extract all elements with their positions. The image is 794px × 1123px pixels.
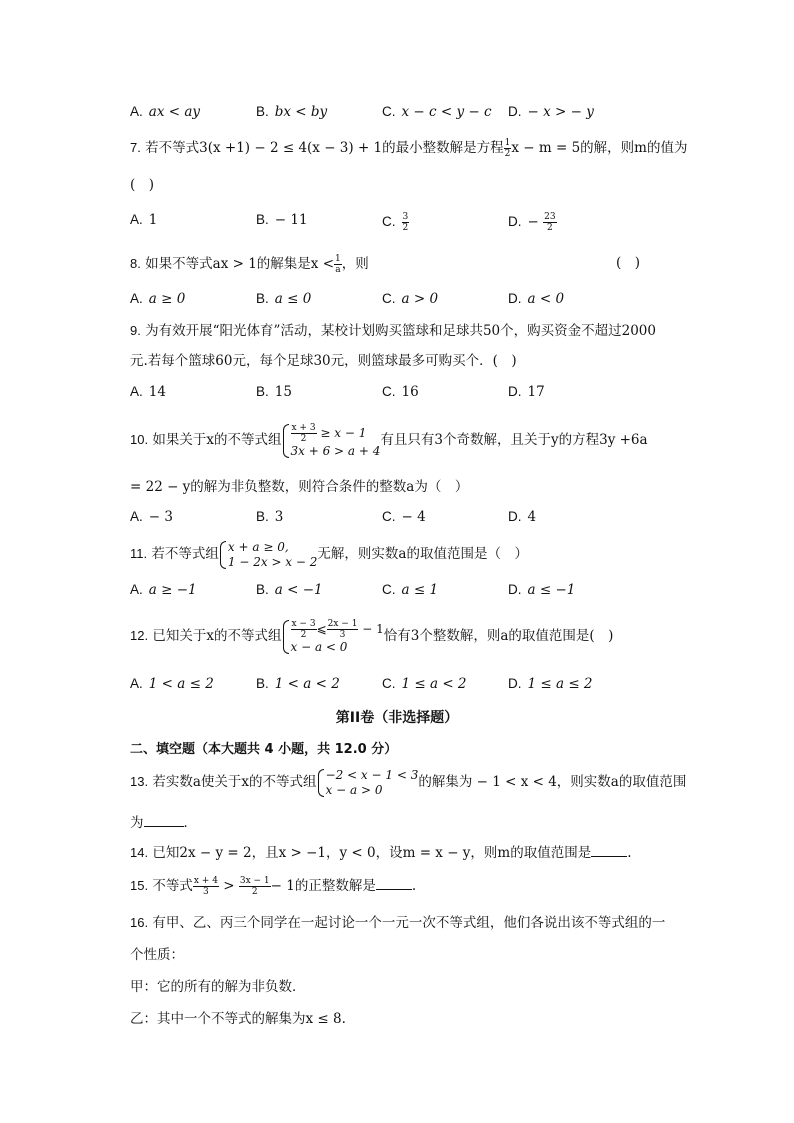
q9-option-b[interactable]: B. 15 (256, 384, 292, 400)
q11-stem: 11. 若不等式组 x + a ≥ 0, 1 − 2x > x − 2 无解，则实数a的取值范围是（ ） (130, 539, 528, 569)
q7-option-d[interactable]: D. − $\frac{23}{2}$ (508, 212, 556, 233)
q13-inequality-system: −2 < x − 1 < 3 x − a > 0 (317, 768, 419, 798)
q12-option-b[interactable]: B. 1 < a < 2 (256, 676, 340, 692)
q12-option-a[interactable]: A. 1 < a ≤ 2 (130, 676, 214, 692)
q16-stem-line-1: 16. 有甲、乙、丙三个同学在一起讨论一个一元一次不等式组，他们各说出该不等式组的一 (130, 915, 666, 931)
q16-statement-jia: 甲：它的所有的解为非负数． (130, 979, 306, 995)
q14-answer-blank[interactable] (591, 842, 627, 857)
q9-stem-line-2: 元.若每个篮球60元，每个足球30元，则篮球最多可购买个．( ) (130, 353, 517, 369)
q13-stem-line-2: 为 ． (130, 812, 698, 832)
q6-options (130, 104, 698, 122)
q12-stem: 12. 已知关于x的不等式组 $\frac{x - 3}{2}$ ⩽ $\frac{2x - 1}{3}$ − 1 x − a < 0 恰有3个整数解，则a的取值范围是( ) (130, 618, 614, 654)
q11-option-d[interactable]: D. a ≤ −1 (508, 582, 576, 598)
q16-stem-line-2: 个性质： (130, 947, 184, 963)
q13-stem: 13. 若实数a使关于x的不等式组 −2 < x − 1 < 3 x − a > 0 的解集为 − 1 < x < 4，则实数a的取值范围 (130, 767, 687, 797)
q11-options (130, 582, 698, 600)
q10-stem: 10. 如果关于x的不等式组 $\frac{x + 3}{2}$ ≥ x − 1 3x + 6 > a + 4 有且只有3个奇数解，且关于y的方程3y +6a (130, 422, 648, 458)
q11-inequality-system: x + a ≥ 0, 1 − 2x > x − 2 (219, 540, 318, 570)
q7-options (130, 212, 698, 233)
q7-stem: 7. 若不等式3(x +1) − 2 ≤ 4(x − 3) + 1的最小整数解是方程 $\frac{1}{2}$ x − m = 5的解，则m的值为 (130, 138, 688, 159)
q8-option-c[interactable]: C. a > 0 (382, 291, 439, 307)
q8-stem: 8. 如果不等式ax > 1的解集是x < $\frac{1}{a}$ ，则 (130, 254, 369, 275)
q10-option-b[interactable]: B. 3 (256, 509, 284, 525)
q11-option-c[interactable]: C. a ≤ 1 (382, 582, 439, 598)
q12-option-c[interactable]: C. 1 ≤ a < 2 (382, 676, 467, 692)
q6-option-c[interactable]: C. x − c < y − c (382, 104, 492, 120)
q7-option-a[interactable]: A. 1 (130, 212, 158, 228)
q7-paren: ( ) (130, 177, 155, 193)
q11-option-a[interactable]: A. a ≥ −1 (130, 582, 197, 598)
q16-statement-yi: 乙：其中一个不等式的解集为x ≤ 8. (130, 1011, 346, 1027)
q9-option-d[interactable]: D. 17 (508, 384, 545, 400)
q7-option-b[interactable]: B. − 11 (256, 212, 308, 228)
q6-option-b[interactable]: B. bx < by (256, 104, 328, 120)
q9-stem-line-1: 9. 为有效开展“阳光体育”活动，某校计划购买篮球和足球共50个，购买资金不超过2000 (130, 323, 656, 339)
q10-options (130, 509, 698, 527)
q9-option-a[interactable]: A. 14 (130, 384, 166, 400)
q15-stem: 15. 不等式 $\frac{x + 4}{3}$ > $\frac{3x - 1}{2}$ − 1的正整数解是 . (130, 876, 417, 897)
q8-option-d[interactable]: D. a < 0 (508, 291, 565, 307)
fill-in-section-heading: 二、填空题（本大题共 4 小题，共 12.0 分） (130, 742, 398, 757)
q10-option-d[interactable]: D. 4 (508, 509, 537, 525)
q8-option-a[interactable]: A. a ≥ 0 (130, 291, 186, 307)
q10-inequality-system: $\frac{x + 3}{2}$ ≥ x − 1 3x + 6 > a + 4 (282, 423, 381, 459)
q12-options (130, 676, 698, 694)
q7-option-c[interactable]: C. $\frac{3}{2}$ (382, 212, 409, 233)
section-title: 第II卷（非选择题） (335, 710, 459, 726)
q10-option-c[interactable]: C. − 4 (382, 509, 426, 525)
q7-fraction: $\frac{1}{2}$ (504, 138, 511, 159)
q15-answer-blank[interactable] (376, 875, 412, 890)
q14-stem: 14. 已知2x − y = 2，且x > −1，y < 0，设m = x − y，则m的取值范围是 . (130, 842, 698, 862)
q9-options (130, 384, 698, 402)
q6-option-d[interactable]: D. − x > − y (508, 104, 594, 120)
q12-option-d[interactable]: D. 1 ≤ a ≤ 2 (508, 676, 593, 692)
q12-inequality-system: $\frac{x - 3}{2}$ ⩽ $\frac{2x - 1}{3}$ − 1 x − a < 0 (282, 619, 384, 655)
q9-option-c[interactable]: C. 16 (382, 384, 419, 400)
q10-option-a[interactable]: A. − 3 (130, 509, 173, 525)
q10-stem-line-2: = 22 − y的解为非负整数，则符合条件的整数a为（ ） (130, 479, 469, 495)
q11-option-b[interactable]: B. a < −1 (256, 582, 323, 598)
q8-fraction: $\frac{1}{a}$ (335, 254, 341, 275)
q6-option-a[interactable]: A. ax < ay (130, 104, 200, 120)
q13-answer-blank[interactable] (144, 812, 184, 827)
q8-paren: ( ) (616, 255, 641, 271)
q8-options (130, 291, 698, 309)
q8-option-b[interactable]: B. a ≤ 0 (256, 291, 312, 307)
